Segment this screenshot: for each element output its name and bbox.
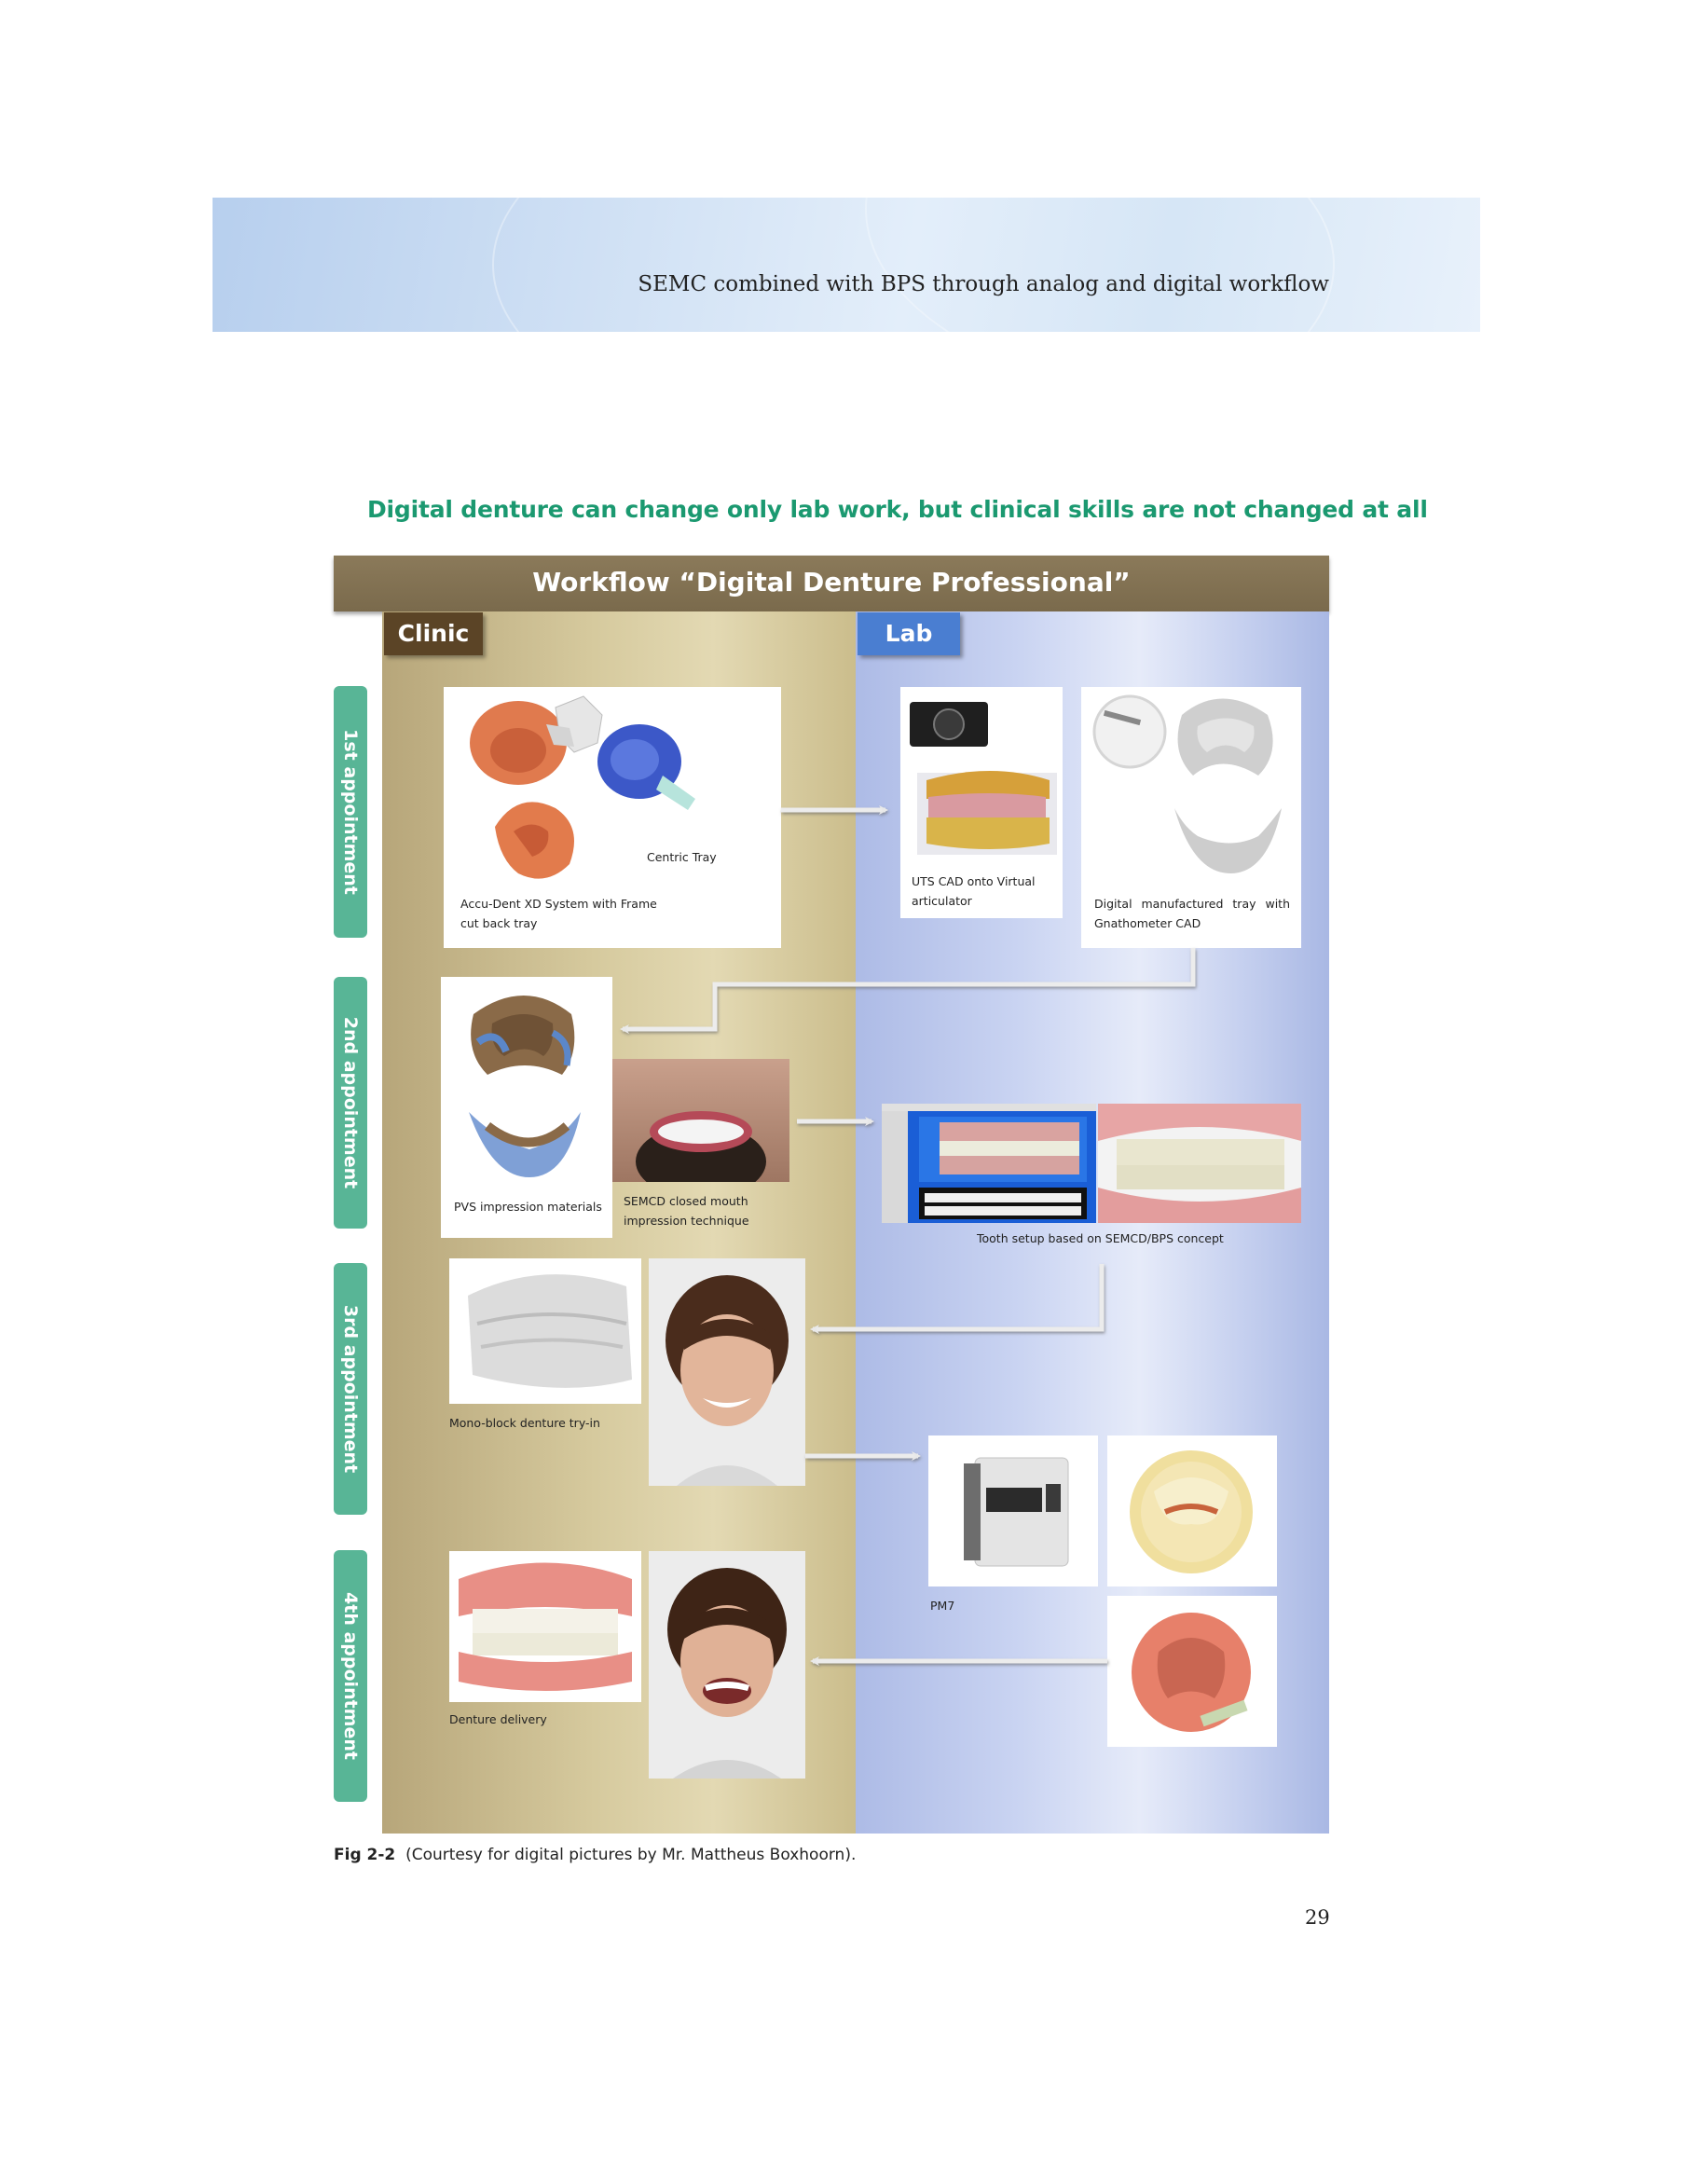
figure-caption-text: (Courtesy for digital pictures by Mr. Mattheus Boxhoorn).	[405, 1846, 857, 1864]
digital-tray-caption: Digital manufactured tray with Gnathometer CAD	[1094, 897, 1290, 930]
denture-delivery-caption: Denture delivery	[449, 1712, 547, 1726]
semcd-caption: SEMCD closed mouth impression technique	[624, 1194, 749, 1228]
pm7-caption: PM7	[930, 1599, 955, 1613]
figure-label: Fig 2-2	[334, 1846, 396, 1864]
figure-caption	[334, 1846, 856, 1864]
lab-tab: Lab	[858, 612, 960, 655]
page-number: 29	[1305, 1906, 1330, 1929]
pvs-caption: PVS impression materials	[454, 1200, 602, 1214]
figure-subtitle: Digital denture can change only lab work, but clinical skills are not changed at all	[367, 496, 1428, 523]
appointment-label: 3rd appointment	[340, 1304, 361, 1474]
appointment-label: 4th appointment	[340, 1592, 361, 1760]
centric-tray-caption: Centric Tray	[647, 850, 717, 864]
running-head: SEMC combined with BPS through analog and digital workflow	[638, 272, 1329, 296]
workflow-title: Workflow “Digital Denture Professional”	[532, 567, 1131, 598]
clinic-tab: Clinic	[384, 612, 483, 655]
mono-block-caption: Mono-block denture try-in	[449, 1416, 600, 1430]
accu-dent-caption: Accu-Dent XD System with Frame cut back tray	[460, 897, 657, 930]
appointment-label: 1st appointment	[340, 729, 361, 895]
appointment-label: 2nd appointment	[340, 1016, 361, 1189]
tooth-setup-caption: Tooth setup based on SEMCD/BPS concept	[977, 1231, 1224, 1245]
uts-cad-caption: UTS CAD onto Virtual articulator	[912, 874, 1036, 908]
